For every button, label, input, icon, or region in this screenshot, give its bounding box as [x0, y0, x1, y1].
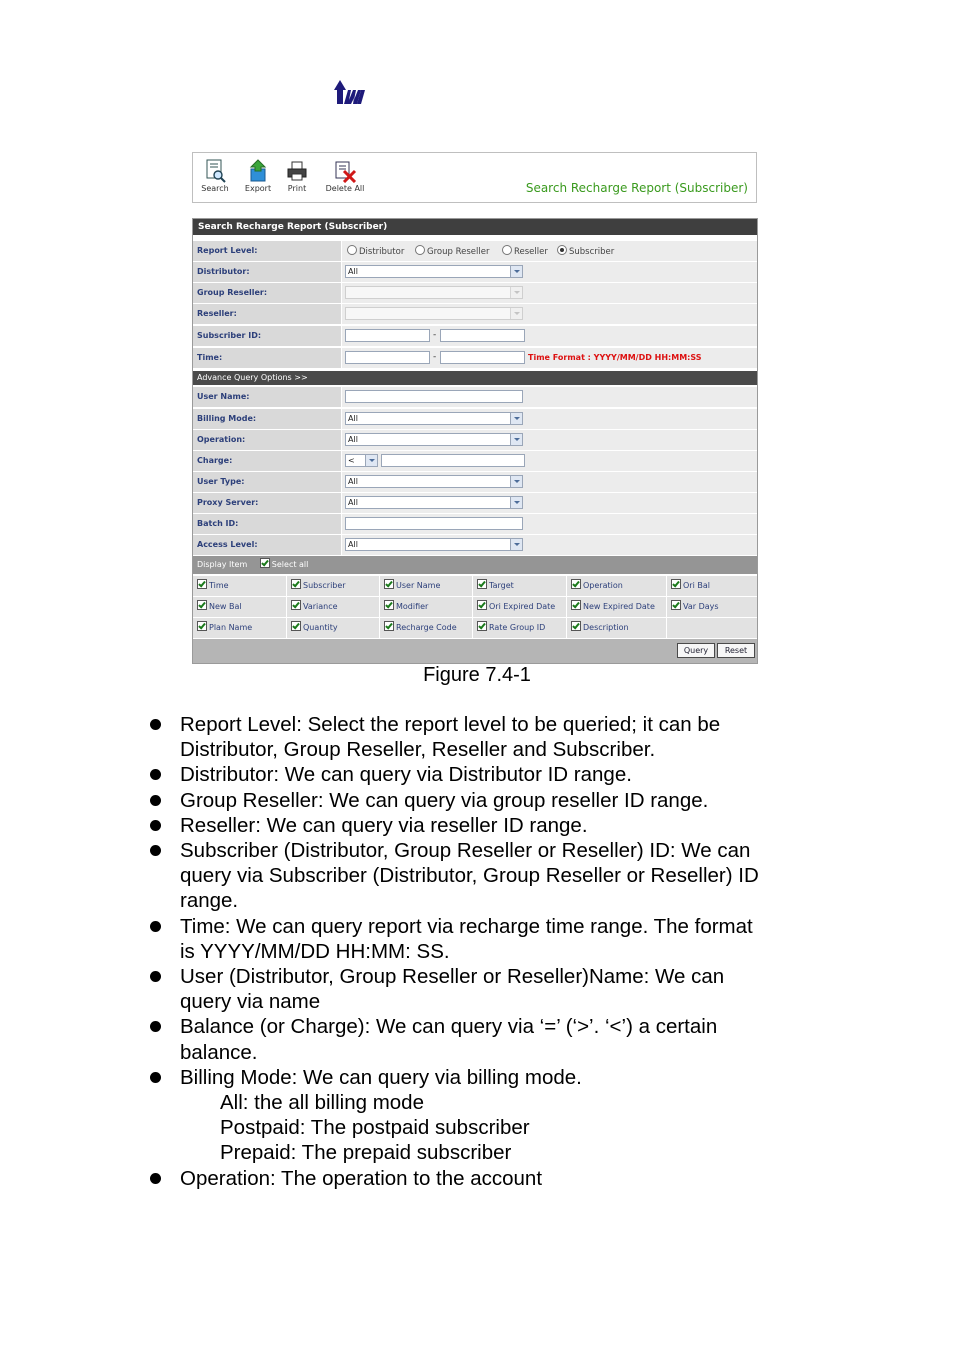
radio-label: Subscriber — [569, 247, 615, 257]
export-button[interactable] — [240, 159, 276, 193]
display-item-checkbox[interactable] — [380, 618, 472, 638]
chevron-down-icon — [510, 497, 522, 508]
checkbox-box — [291, 579, 301, 589]
delete-all-icon — [333, 159, 357, 183]
display-item-checkbox[interactable] — [287, 576, 379, 596]
checkbox-box — [571, 600, 581, 610]
report-level-label: Report Level: — [193, 241, 341, 261]
display-item-checkbox[interactable] — [567, 576, 666, 596]
proxy-server-select[interactable] — [345, 496, 523, 509]
display-item-label: Modifier — [396, 602, 429, 611]
display-item-checkbox[interactable] — [567, 597, 666, 617]
display-item-label: Variance — [303, 602, 338, 611]
display-item-checkbox[interactable] — [193, 576, 286, 596]
chevron-down-icon — [510, 413, 522, 424]
reseller-row — [193, 304, 757, 325]
user-type-value-cell — [342, 472, 757, 492]
proxy-server-row — [193, 493, 757, 514]
billing-mode-row — [193, 409, 757, 430]
description-list — [0, 712, 954, 1191]
export-label: Export — [244, 184, 272, 193]
access-level-selected: All — [348, 540, 358, 549]
radio-label: Distributor — [359, 247, 405, 257]
user-name-row — [193, 387, 757, 408]
charge-operator-select[interactable] — [345, 454, 378, 467]
delete-all-button[interactable] — [324, 159, 366, 193]
checkbox-box — [671, 600, 681, 610]
charge-operator-selected: < — [348, 456, 355, 465]
radio-distributor[interactable] — [347, 245, 404, 258]
display-item-label: Plan Name — [209, 623, 253, 632]
checkbox-box — [477, 579, 487, 589]
charge-value-cell — [342, 451, 757, 471]
list-item-continuation: query via name — [180, 990, 321, 1014]
display-item-label: New Bal — [209, 602, 242, 611]
report-level-row — [193, 241, 757, 262]
batch-id-value-cell — [342, 514, 757, 534]
display-item-header — [193, 556, 757, 574]
list-item-continuation: range. — [180, 889, 239, 913]
operation-label: Operation: — [193, 430, 341, 450]
checkbox-box — [571, 621, 581, 631]
access-level-select[interactable] — [345, 538, 523, 551]
billing-mode-select[interactable] — [345, 412, 523, 425]
list-item: Subscriber (Distributor, Group Reseller or Reseller) ID: We can — [0, 838, 820, 863]
range-separator: - — [433, 352, 437, 362]
display-item-checkbox[interactable] — [667, 576, 757, 596]
display-item-label: Description — [583, 623, 629, 632]
billing-mode-label: Billing Mode: — [193, 409, 341, 429]
display-item-label: Ori Bal — [683, 581, 710, 590]
time-from-input[interactable] — [345, 351, 430, 364]
search-label: Search — [201, 184, 229, 193]
time-to-input[interactable] — [440, 351, 525, 364]
report-toolbar — [192, 152, 757, 203]
time-row — [193, 348, 757, 369]
user-type-label: User Type: — [193, 472, 341, 492]
charge-row — [193, 451, 757, 472]
subscriber-id-to-input[interactable] — [440, 329, 525, 342]
chevron-down-icon — [510, 266, 522, 277]
list-item: Billing Mode: We can query via billing mode. — [0, 1065, 820, 1090]
user-type-row — [193, 472, 757, 493]
checkbox-box — [197, 600, 207, 610]
batch-id-label: Batch ID: — [193, 514, 341, 534]
subscriber-id-from-input[interactable] — [345, 329, 430, 342]
time-value-cell — [342, 348, 757, 368]
list-item-continuation: query via Subscriber (Distributor, Group Reseller or Reseller) ID — [180, 864, 759, 888]
chevron-down-icon — [510, 287, 522, 298]
radio-circle — [347, 245, 357, 255]
operation-value-cell — [342, 430, 757, 450]
display-item-label: Recharge Code — [396, 623, 457, 632]
checkbox-box — [197, 579, 207, 589]
charge-input[interactable] — [381, 454, 525, 467]
checkbox-box — [477, 600, 487, 610]
display-item-checkbox[interactable] — [473, 576, 566, 596]
select-all-label: Select all — [271, 560, 309, 569]
print-label: Print — [287, 184, 307, 193]
checkbox-box — [384, 600, 394, 610]
operation-row — [193, 430, 757, 451]
user-type-selected: All — [348, 477, 358, 486]
chevron-down-icon — [510, 434, 522, 445]
figure-caption: Figure 7.4-1 — [423, 664, 531, 686]
print-button[interactable] — [279, 159, 315, 193]
display-item-checkbox[interactable] — [380, 576, 472, 596]
list-item-continuation: is YYYY/MM/DD HH:MM: SS. — [180, 939, 450, 963]
display-item-checkbox[interactable] — [287, 597, 379, 617]
search-button[interactable] — [197, 159, 233, 193]
distributor-selected: All — [348, 267, 358, 276]
chevron-down-icon — [510, 539, 522, 550]
display-item-label: Subscriber — [303, 581, 346, 590]
list-subitem: Postpaid: The postpaid subscriber — [220, 1116, 530, 1140]
display-item-label: Var Days — [683, 602, 719, 611]
select-all-checkbox[interactable] — [260, 560, 309, 569]
radio-label: Reseller — [514, 247, 548, 257]
radio-circle — [502, 245, 512, 255]
display-item-checkbox[interactable] — [473, 618, 566, 638]
billing-mode-selected: All — [348, 414, 358, 423]
display-item-label: Display Item — [197, 560, 248, 569]
time-label: Time: — [193, 348, 341, 368]
display-item-label: User Name — [396, 581, 441, 590]
operation-select[interactable] — [345, 433, 523, 446]
time-format-hint: Time Format : YYYY/MM/DD HH:MM:SS — [528, 353, 702, 362]
display-item-label: Ori Expired Date — [489, 602, 556, 611]
chevron-down-icon — [510, 308, 522, 319]
distributor-label: Distributor: — [193, 262, 341, 282]
list-item: Group Reseller: We can query via group reseller ID range. — [0, 788, 820, 813]
billing-mode-value-cell — [342, 409, 757, 429]
radio-label: Group Reseller — [427, 247, 490, 257]
radio-group-reseller[interactable] — [415, 245, 489, 258]
display-item-checkbox[interactable] — [287, 618, 379, 638]
export-icon — [247, 159, 269, 183]
user-name-value-cell — [342, 387, 757, 407]
list-item: Balance (or Charge): We can query via ‘=’ (‘>’. ‘<’) a certain — [0, 1014, 820, 1039]
group-reseller-row — [193, 283, 757, 304]
checkbox-box — [291, 600, 301, 610]
list-item: Distributor: We can query via Distributor ID range. — [0, 762, 820, 787]
reset-button[interactable]: Reset — [717, 643, 755, 658]
group-reseller-value-cell — [342, 283, 757, 303]
access-level-row — [193, 535, 757, 556]
radio-circle — [415, 245, 425, 255]
batch-id-row — [193, 514, 757, 535]
list-item: Reseller: We can query via reseller ID range. — [0, 813, 820, 838]
printer-icon — [286, 159, 308, 183]
checkbox-box — [291, 621, 301, 631]
radio-subscriber[interactable] — [557, 245, 614, 258]
checkbox-box — [671, 579, 681, 589]
reseller-value-cell — [342, 304, 757, 324]
distributor-select[interactable] — [345, 265, 523, 278]
charge-label: Charge: — [193, 451, 341, 471]
display-item-checkbox[interactable] — [667, 597, 757, 617]
group-reseller-label: Group Reseller: — [193, 283, 341, 303]
display-item-label: Time — [209, 581, 229, 590]
distributor-row — [193, 262, 757, 283]
user-type-select[interactable] — [345, 475, 523, 488]
proxy-server-selected: All — [348, 498, 358, 507]
toolbar-title: Search Recharge Report (Subscriber) — [525, 181, 748, 195]
display-item-empty-cell — [667, 618, 757, 638]
company-logo — [332, 78, 368, 108]
batch-id-input[interactable] — [345, 517, 523, 530]
group-reseller-select[interactable] — [345, 286, 523, 299]
list-item-continuation: Distributor, Group Reseller, Reseller and Subscriber. — [180, 738, 656, 762]
subscriber-id-row — [193, 326, 757, 347]
proxy-server-value-cell — [342, 493, 757, 513]
delete-all-label: Delete All — [325, 184, 365, 193]
chevron-down-icon — [365, 455, 377, 466]
user-name-input[interactable] — [345, 390, 523, 403]
checkbox-box — [197, 621, 207, 631]
display-item-checkbox[interactable] — [567, 618, 666, 638]
access-level-value-cell — [342, 535, 757, 555]
subscriber-id-value-cell — [342, 326, 757, 346]
report-level-options — [342, 241, 757, 261]
display-item-checkbox[interactable] — [473, 597, 566, 617]
form-header: Search Recharge Report (Subscriber) — [193, 219, 757, 235]
range-separator: - — [433, 330, 437, 340]
search-icon — [204, 159, 226, 183]
distributor-value-cell — [342, 262, 757, 282]
checkbox-box — [260, 558, 270, 568]
list-subitem: All: the all billing mode — [220, 1091, 424, 1115]
advance-query-toggle[interactable]: Advance Query Options >> — [193, 371, 757, 385]
list-item: Time: We can query report via recharge time range. The format — [0, 914, 820, 939]
access-level-label: Access Level: — [193, 535, 341, 555]
user-name-label: User Name: — [193, 387, 341, 407]
display-item-checkbox[interactable] — [193, 597, 286, 617]
list-item: Operation: The operation to the account — [0, 1166, 820, 1191]
list-item-continuation: balance. — [180, 1040, 258, 1064]
checkbox-box — [571, 579, 581, 589]
proxy-server-label: Proxy Server: — [193, 493, 341, 513]
reseller-label: Reseller: — [193, 304, 341, 324]
operation-selected: All — [348, 435, 358, 444]
list-item: User (Distributor, Group Reseller or Reseller)Name: We can — [0, 964, 820, 989]
checkbox-box — [384, 621, 394, 631]
display-item-checkbox[interactable] — [193, 618, 286, 638]
subscriber-id-label: Subscriber ID: — [193, 326, 341, 346]
chevron-down-icon — [510, 476, 522, 487]
display-item-label: Rate Group ID — [489, 623, 546, 632]
display-item-label: Quantity — [303, 623, 338, 632]
query-button[interactable]: Query — [677, 643, 715, 658]
search-form — [192, 218, 758, 664]
display-item-label: Operation — [583, 581, 623, 590]
display-item-checkbox[interactable] — [380, 597, 472, 617]
radio-circle-selected — [557, 245, 567, 255]
display-item-label: Target — [489, 581, 514, 590]
checkbox-box — [477, 621, 487, 631]
checkbox-box — [384, 579, 394, 589]
radio-reseller[interactable] — [502, 245, 548, 258]
list-subitem: Prepaid: The prepaid subscriber — [220, 1141, 512, 1165]
form-footer — [193, 639, 757, 663]
display-item-label: New Expired Date — [583, 602, 655, 611]
reseller-select[interactable] — [345, 307, 523, 320]
list-item: Report Level: Select the report level to be queried; it can be — [0, 712, 820, 737]
